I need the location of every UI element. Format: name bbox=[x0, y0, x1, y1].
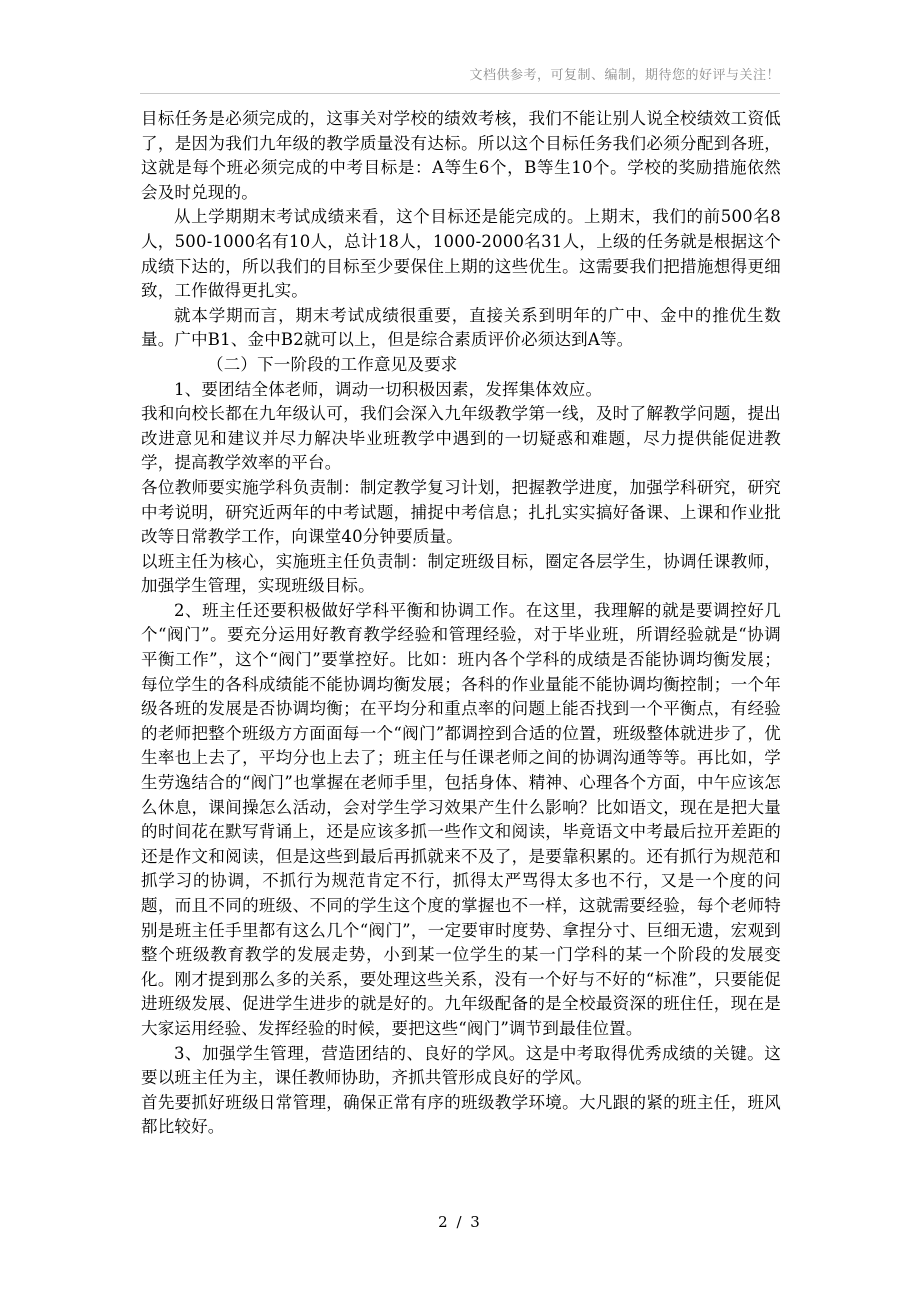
header-divider bbox=[140, 93, 780, 94]
paragraph-item-1-heading: 1、要团结全体老师，调动一切积极因素，发挥集体效应。 bbox=[174, 379, 603, 399]
paragraph-head-teacher-responsibility: 以班主任为核心，实施班主任负责制：制定班级目标，圈定各层学生，协调任课教师，加强学生管理，实现班级目标。 bbox=[141, 551, 781, 596]
paragraph-daily-management: 首先要抓好班级日常管理，确保正常有序的班级教学环境。大凡跟的紧的班主任，班风都比较好。 bbox=[141, 1092, 781, 1137]
paragraph-last-term-results: 从上学期期末考试成绩来看，这个目标还是能完成的。上期末，我们的前500名8人，500-1000名有10人，总计18人，1000-2000名31人，上级的任务就是根据这个成绩下达的，所以我们的目标至少要保住上期的这些优生。这需要我们把措施想得更细致，工作做得更扎实。 bbox=[141, 207, 781, 301]
document-body bbox=[141, 107, 781, 1140]
paragraph-subject-responsibility: 各位教师要实施学科负责制：制定教学复习计划，把握教学进度，加强学科研究，研究中考说明，研究近两年的中考试题，捕捉中考信息；扎扎实实搞好备课、上课和作业批改等日常教学工作，向课堂40分钟要质量。 bbox=[141, 477, 781, 547]
page-number: 2 / 3 bbox=[438, 1213, 482, 1231]
paragraph-principal-support: 我和向校长都在九年级认可，我们会深入九年级教学第一线，及时了解教学问题，提出改进意见和建议并尽力解决毕业班教学中遇到的一切疑惑和难题，尽力提供能促进教学，提高教学效率的平台。 bbox=[141, 404, 781, 473]
paragraph-this-term: 就本学期而言，期末考试成绩很重要，直接关系到明年的广中、金中的推优生数量。广中B1、金中B2就可以上，但是综合素质评价必须达到A等。 bbox=[141, 305, 781, 350]
paragraph-target-task: 目标任务是必须完成的，这事关对学校的绩效考核，我们不能让别人说全校绩效工资低了，是因为我们九年级的教学质量没有达标。所以这个目标任务我们必须分配到各班，这就是每个班必须完成的中考目标是：A等生6个，B等生10个。学校的奖励措施依然会及时兑现的。 bbox=[141, 109, 781, 202]
header-note: 文档供参考，可复制、编制，期待您的好评与关注！ bbox=[469, 68, 780, 83]
section-heading-next-stage: （二）下一阶段的工作意见及要求 bbox=[207, 354, 458, 374]
paragraph-item-2-balance: 2、班主任还要积极做好学科平衡和协调工作。在这里，我理解的就是要调控好几个“阀门”。要充分运用好教育教学经验和管理经验，对于毕业班，所谓经验就是“协调平衡工作”，这个“阀门”要掌控好。比如：班内各个学科的成绩是否能协调均衡发展；每位学生的各科成绩能不能协调均衡发展；各科的作业量能不能协调均衡控制；一个年级各班的发展是否协调均衡；在平均分和重点率的问题上能否找到一个平衡点，有经验的老师把整个班级方方面面每一个“阀门”都调控到合适的位置，班级整体就进步了，优生率也上去了，平均分也上去了；班主任与任课老师之间的协调沟通等等。再比如，学生劳逸结合的“阀门”也掌握在老师手里，包括身体、精神、心理各个方面，中午应该怎么休息，课间操怎么活动，会对学生学习效果产生什么影响？比如语文，现在是把大量的时间花在默写背诵上，还是应该多抓一些作文和阅读，毕竟语文中考最后拉开差距的还是作文和阅读，但是这些到最后再抓就来不及了，是要靠积累的。还有抓行为规范和抓学习的协调，不抓行为规范肯定不行，抓得太严骂得太多也不行，又是一个度的问题，而且不同的班级、不同的学生这个度的掌握也不一样，这就需要经验，每个老师特别是班主任手里都有这么几个“阀门”，一定要审时度势、拿捏分寸、巨细无遗，宏观到整个班级教育教学的发展走势，小到某一位学生的某一门学科的某一个阶段的发展变化。刚才提到那么多的关系，要处理这些关系，没有一个好与不好的“标准”，只要能促进班级发展、促进学生进步的就是好的。九年级配备的是全校最资深的班住任，现在是大家运用经验、发挥经验的时候，要把这些“阀门”调节到最佳位置。 bbox=[141, 600, 781, 1038]
paragraph-item-3-student-management: 3、加强学生管理，营造团结的、良好的学风。这是中考取得优秀成绩的关键。这要以班主任为主，课任教师协助，齐抓共管形成良好的学风。 bbox=[141, 1043, 781, 1088]
